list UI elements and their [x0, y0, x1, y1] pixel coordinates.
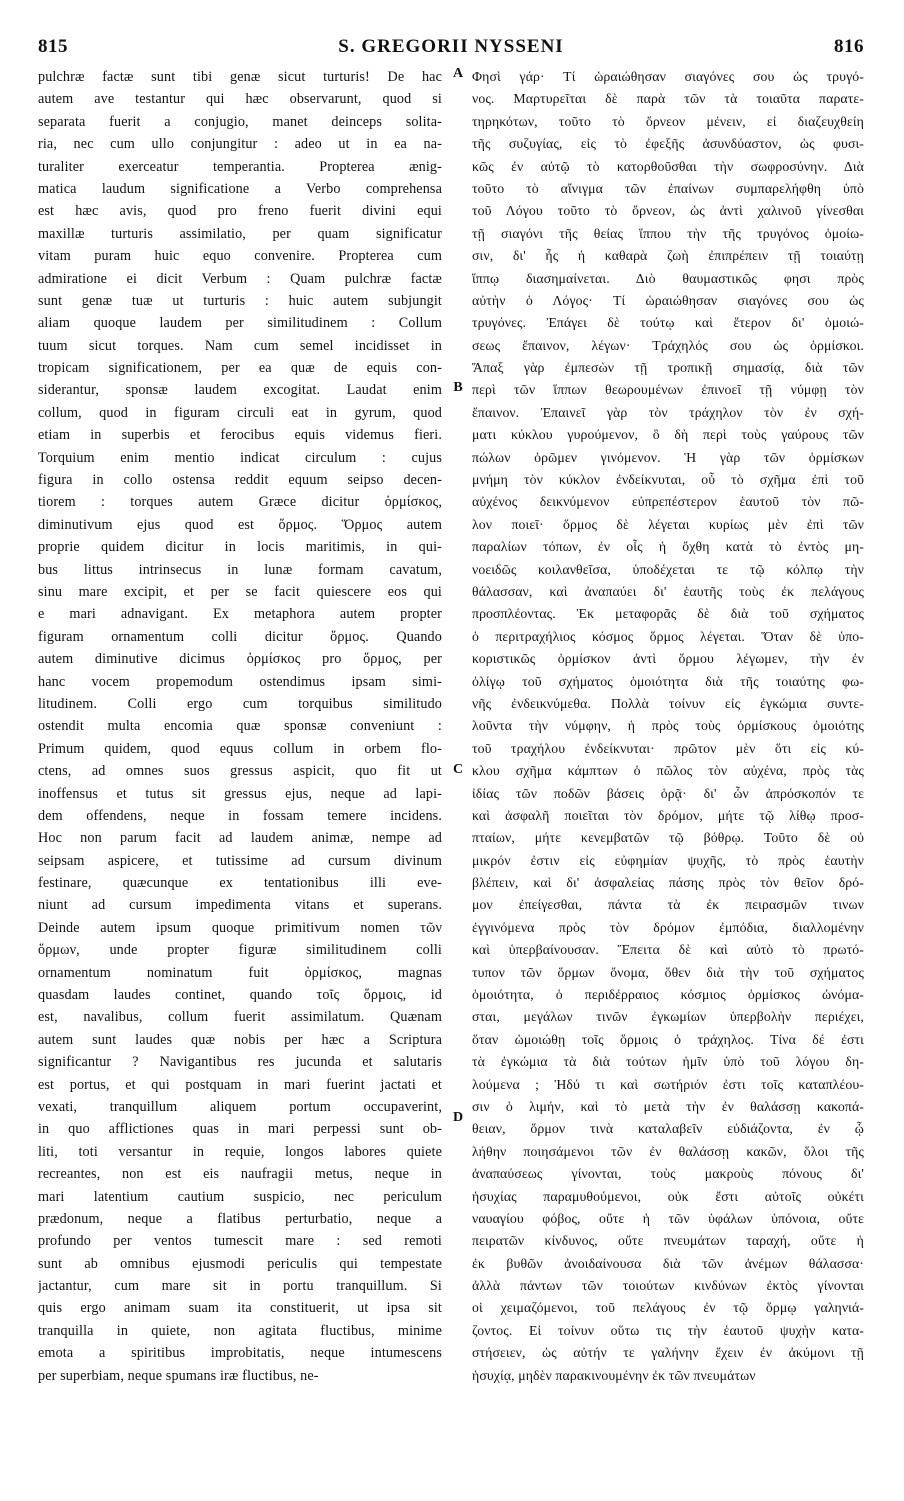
page-number-right: 816: [834, 36, 864, 57]
latin-text-line: proprie quidem dicitur in locis maritimis, in qui-: [38, 539, 442, 556]
greek-text-line: τυπον τῶν ὅρμων ὄνομα, ὅθεν διὰ τὴν τοῦ σχήματος: [472, 964, 864, 980]
latin-text-line: est portus, et qui postquam in mari fuerint jactati et: [38, 1076, 442, 1093]
latin-text-line: tiorem : torques autem Græce dicitur ὁρμίσκος,: [38, 494, 442, 511]
latin-text-line: dem offendens, neque in fossam temere incidens.: [38, 807, 442, 824]
latin-text-line: litudinem. Colli ergo cum torquibus similitudo: [38, 695, 442, 712]
greek-text-line: τοῦ τραχήλου ἐνδείκνυται· πρῶτον μὲν ὅτι εἰς κύ-: [472, 740, 864, 756]
latin-text-line: significantur ? Navigantibus res jucunda et salutaris: [38, 1054, 442, 1071]
greek-text-line: καὶ ὑπερβαίνουσαν. Ἔπειτα δὲ καὶ αὐτὸ τὸ πρωτό-: [472, 942, 864, 958]
greek-text-line: τρυγόνες. Ἐπάγει δὲ τούτῳ καὶ ἕτερον δι' ὁμοιώ-: [472, 315, 864, 331]
greek-text-line: νος. Μαρτυρεῖται δὲ παρὰ τῶν τὰ τοιαῦτα παρατε-: [472, 91, 864, 107]
latin-text-line: collum, quod in figuram circuli eat in gyrum, quod: [38, 404, 442, 421]
greek-text-line: τῆς συζυγίας, εἰς τὸ ἐφεξῆς ἀσυνδύαστον, ὡς φυσι-: [472, 136, 864, 152]
greek-text-line: τηρηκότων, τοῦτο τὸ ὄρνεον μένειν, εἰ διαζευχθείη: [472, 113, 864, 129]
latin-text-line: sunt genæ tuæ ut turturis : huic autem subjungit: [38, 292, 442, 309]
greek-text-line: ὁμοιότητα, ὁ περιδέρραιος κόσμιος ὁρμίσκος ὠνόμα-: [472, 987, 864, 1003]
greek-text-line: οἱ χειμαζόμενοι, τοῦ πελάγους ἐν τῷ ὅρμῳ γαληνιά-: [472, 1300, 864, 1316]
greek-text-line: παραλίων τόπων, ἐν οἷς ἡ ὄχθη κατὰ τὸ ἐντὸς μη-: [472, 539, 864, 555]
greek-text-line: νοειδῶς κοιλανθεῖσα, ὑποδέχεται τε τῷ κόλπῳ τὴν: [472, 561, 864, 577]
margin-letter-d: D: [452, 1110, 464, 1125]
latin-column: [38, 66, 442, 1387]
greek-text-line: αὐτὴν ὁ Λόγος· Τί ὡραιώθησαν σιαγόνες σου ὡς: [472, 292, 864, 308]
latin-text-line: seipsam aspicere, et tutissime ad cursum divinum: [38, 852, 442, 869]
page-number-left: 815: [38, 36, 68, 57]
latin-text-line: maxillæ turturis assimilatio, per quam significatur: [38, 225, 442, 242]
greek-text-line: ζοντος. Εἰ τοίνυν οὕτω τις τὴν ἑαυτοῦ ψυχὴν κατα-: [472, 1322, 864, 1338]
greek-text-line: ἀναπαύσεως γίνονται, τοὺς μακροὺς πόνους δι': [472, 1166, 864, 1182]
greek-text-line: Φησὶ γάρ· Τί ὡραιώθησαν σιαγόνες σου ὡς τρυγό-: [472, 69, 864, 84]
greek-column: [472, 66, 864, 1387]
latin-text-line: quis ergo animam suam ita constituerit, ut ipsa sit: [38, 1300, 442, 1317]
latin-text-line: est, navalibus, collum fuerit assimilatum. Quænam: [38, 1009, 442, 1026]
greek-text-line: ἔπαινον. Ἐπαινεῖ γὰρ τὸν τράχηλον τὸν ἐν σχή-: [472, 404, 864, 420]
greek-text-line: καὶ ἀσφαλῆ ποιεῖται τὸν δρόμον, μήτε τῷ λίθῳ προσ-: [472, 807, 864, 823]
greek-text-line: ἰδίας τῶν ποδῶν βάσεις ὁρᾷ· δι' ὧν ἀπρόσκοπόν τε: [472, 785, 864, 801]
greek-text-line: σιν ὁ λιμήν, καὶ τὸ μετὰ τὴν ἐν θαλάσσῃ κακοπά-: [472, 1098, 864, 1114]
greek-text-line: θάλασσαν, καὶ ἀναπαύει δι' ἑαυτῆς τοὺς ἐκ πελάγους: [472, 583, 864, 599]
greek-text-line: περὶ τῶν ἵππων θεωρουμένων ἐπινοεῖ τῇ νύμφῃ τὸν: [472, 382, 864, 398]
latin-text-line: emota a spiritibus improbitatis, neque intumescens: [38, 1345, 442, 1362]
latin-text-line: aliam quoque laudem per similitudinem : Collum: [38, 315, 442, 332]
greek-text-line: μνήμη τὸν κύκλον ἐνδείκνυται, οὗ τὸ σχῆμα ἐπὶ τοῦ: [472, 472, 864, 488]
greek-text-line: τῇ σιαγόνι τῆς θείας ἵππου τὴν τῆς τρυγόνος ὁμοίω-: [472, 225, 864, 241]
latin-text-line: profundo per ventos tumescit mare : sed remoti: [38, 1233, 442, 1250]
greek-text-line: θειαν, ὅρμον τινὰ καταλαβεῖν εὐδιάζοντα, ἐν ᾧ: [472, 1121, 864, 1137]
greek-text-line: Ἅπαξ γὰρ ἐμπεσὼν τῇ τροπικῇ σημασίᾳ, διὰ τῶν: [472, 360, 864, 376]
latin-text-line: jactantur, cum mare sit in portu tranquillum. Si: [38, 1278, 442, 1295]
latin-text-line: tuum sicut torques. Nam cum semel incidisset in: [38, 337, 442, 354]
latin-text-line: ria, nec cum ullo conjungitur : adeo ut in ea na-: [38, 136, 442, 153]
margin-letter-a: A: [452, 66, 464, 81]
greek-text-line: κλου σχῆμα κάμπτων ὁ πῶλος τὸν αὐχένα, πρὸς τὰς: [472, 763, 864, 779]
latin-text-line: prædonum, neque a flatibus perturbatio, neque a: [38, 1210, 442, 1227]
latin-text-line: niunt ad cursum impedimenta vitans et superans.: [38, 897, 442, 914]
greek-text-line: λον ποιεῖ· ὅρμος δὲ λέγεται κυρίως μὲν ἐπὶ τῶν: [472, 516, 864, 532]
latin-text-line: hanc vocem propemodum ostendimus ipsam simi-: [38, 673, 442, 690]
greek-text-line: ὀλίγῳ τοῦ σχήματος ὁμοιότητα διὰ τῆς τοιαύτης φω-: [472, 673, 864, 689]
latin-text-line: ὅρμων, unde propter figuræ similitudinem colli: [38, 942, 442, 959]
latin-text-line: festinare, quæcunque ex tentationibus illi eve-: [38, 875, 442, 892]
latin-text-line: est hæc avis, quod pro freno fuerit divini equi: [38, 203, 442, 220]
greek-text-line: πώλων ὁρῶμεν γινόμενον. Ἡ γὰρ τῶν ὁρμίσκων: [472, 449, 864, 465]
latin-text-line: separata fuerit a conjugio, manet deinceps solita-: [38, 113, 442, 130]
latin-text-line: sinu mare excipit, et per se facit quiescere eos qui: [38, 583, 442, 600]
latin-text-line: ctens, ad omnes suos gressus aspicit, quo fit ut: [38, 763, 442, 780]
latin-text-line: sunt ab omnibus ejusmodi periculis qui tempestate: [38, 1255, 442, 1272]
latin-text-line: ornamentum nominatum fuit ὁρμίσκος, magnas: [38, 964, 442, 981]
latin-text-line: autem ave testantur qui hæc observarunt, quod si: [38, 91, 442, 108]
greek-text-line: ἵππῳ διασημαίνεται. Διὸ θαυμαστικῶς φησι πρὸς: [472, 270, 864, 286]
greek-text-line: ὁ περιτραχήλιος κόσμος ὅρμος λέγεται. Ὅταν δὲ ὑπο-: [472, 628, 864, 644]
greek-text-line: σεως ἔπαινον, λέγων· Τράχηλός σου ὡς ὁρμίσκοι.: [472, 337, 864, 353]
latin-text-line: pulchræ factæ sunt tibi genæ sicut turturis! De hac: [38, 69, 442, 85]
margin-letter-c: C: [452, 762, 464, 777]
latin-text-line: figuram ornamentum colli dicitur ὅρμος. Quando: [38, 628, 442, 645]
greek-text-line: τοῦτο τὸ αἴνιγμα τῶν ἐπαίνων συμπαρελήφθη ὑπὸ: [472, 180, 864, 196]
greek-text-line: ναυαγίου φόβος, οὔτε ἡ τῶν ὑφάλων ὑπόνοια, οὔτε: [472, 1210, 864, 1226]
latin-text-line: figura in collo ostensa reddit equum seipso decen-: [38, 472, 442, 489]
margin-letter-b: B: [453, 380, 463, 395]
greek-text-line: μον ἐπείγεσθαι, πάντα τὰ ἐκ πειρασμῶν τινων: [472, 897, 864, 913]
greek-text-line: νῆς ἐνδεικνύμεθα. Πολλὰ τοίνυν εἰς ἐγκώμια συντε-: [472, 695, 864, 711]
greek-text-line: ἀλλὰ πάντων τῶν τοιούτων κινδύνων ἐκτὸς γίνονται: [472, 1278, 864, 1294]
latin-text-line: tranquilla in quiete, non agitata fluctibus, minime: [38, 1322, 442, 1339]
latin-text-line: quasdam laudes continet, quando τοῖς ὅρμοις, id: [38, 987, 442, 1004]
greek-text-line: αὐχένος δεικνύμενον εὐπρεπέστερον ἑαυτοῦ τὸν πῶ-: [472, 494, 864, 510]
greek-text-line: μικρόν ἐστιν εἰς εὐφημίαν ψυχῆς, τὸ πρὸς ἑαυτὴν: [472, 852, 864, 868]
greek-text-line: προσπλέοντας. Ἐκ μεταφορᾶς δὲ διὰ τοῦ σχήματος: [472, 606, 864, 622]
latin-text-line: ostendit multa encomia quæ sponsæ conveniunt :: [38, 718, 442, 735]
latin-text-line: Deinde autem ipsum quoque primitivum nomen τῶν: [38, 919, 442, 936]
running-title: S. GREGORII NYSSENI: [338, 36, 564, 57]
greek-text-line: βλέπειν, καὶ δι' ἀσφαλείας πάσης πρὸς τὸν θεῖον δρό-: [472, 875, 864, 891]
latin-text-line: inoffensus et tutus sit gressus ejus, neque ad lapi-: [38, 785, 442, 802]
latin-text-line: bus littus intrinsecus in lunæ formam cavatum,: [38, 561, 442, 578]
greek-text-line: πειρατῶν κίνδυνος, οὔτε πνευμάτων ταραχή, οὔτε ἡ: [472, 1233, 864, 1249]
greek-text-line: κοριστικῶς ὁρμίσκον ἀντὶ ὅρμου λέγωμεν, τὴν ἐν: [472, 651, 864, 667]
greek-text-line: ἐκ βυθῶν ἀνοιδαίνουσα διὰ τῶν ἀνέμων θάλασσα·: [472, 1255, 864, 1271]
latin-text-line: Torquium enim mentio indicat circulum : cujus: [38, 449, 442, 466]
latin-text-line: per superbiam, neque spumans iræ fluctibus, ne-: [38, 1367, 319, 1384]
greek-text-line: ἡσυχίᾳ, μηδὲν παρακινουμένην ἐκ τῶν πνευμάτων: [472, 1367, 756, 1383]
greek-text-line: στήσειεν, ὡς αὐτήν τε γαλήνην ἔχειν ἐν ἀκύμονι τῇ: [472, 1345, 864, 1361]
latin-text-line: siderantur, sponsæ laudem excogitat. Laudat enim: [38, 382, 442, 399]
latin-text-line: etiam in superbis et ferocibus equis videmus fieri.: [38, 427, 442, 444]
latin-text-line: Primum quidem, quod equus collum in orbem flo-: [38, 740, 442, 757]
latin-text-line: turaliter exerceatur temperantia. Propterea ænig-: [38, 158, 442, 175]
greek-text-line: ὅταν ὡμοιώθῃ τοῖς ὅρμοις ὁ τράχηλος. Τίνα δέ ἐστι: [472, 1031, 864, 1047]
latin-text-line: Hoc non parum facit ad laudem animæ, nempe ad: [38, 830, 442, 847]
latin-text-line: recreantes, non est eis naufragii metus, neque in: [38, 1166, 442, 1183]
greek-text-line: πταίων, μήτε κενεμβατῶν τῷ βόθρῳ. Τοῦτο δὲ οὐ: [472, 830, 864, 846]
greek-text-line: λοῦντα τὴν νύμφην, ἡ πρὸς τοὺς ὁρμίσκους ὁμοιότης: [472, 718, 864, 734]
latin-text-line: mari latentium cautium suspicio, nec periculum: [38, 1188, 442, 1205]
greek-text-line: σιν, δι' ἧς ἡ καθαρὰ ζωὴ ἐπιπρέπειν τῇ τοιαύτῃ: [472, 248, 864, 264]
greek-text-line: λούμενα ; Ἡδύ τι καὶ σωτήριόν ἐστι τοῖς καταπλέου-: [472, 1076, 864, 1092]
latin-text-line: e mari adnavigant. Ex metaphora autem propter: [38, 606, 442, 623]
latin-text-line: matica laudum significatione a Verbo comprehensa: [38, 180, 442, 197]
latin-text-line: admiratione ei dicit Verbum : Quam pulchræ factæ: [38, 270, 442, 287]
latin-text-line: in quo afflictiones quas in mari perpessi sunt ob-: [38, 1121, 442, 1138]
latin-text-line: liti, toti versantur in requie, longos labores quiete: [38, 1143, 442, 1160]
greek-text-line: τοῦ Λόγου τοῦτο τὸ ὄρνεον, ὡς ἀντὶ χαλινοῦ γίνεσθαι: [472, 203, 864, 219]
greek-text-line: σται, μεγάλων τινῶν ἐγκωμίων ὑπερβολὴν περιέχει,: [472, 1009, 864, 1025]
greek-text-line: τὰ ἐγκώμια τὰ διὰ τούτων ἡμῖν ὑπὸ τοῦ λόγου δη-: [472, 1054, 864, 1070]
greek-text-line: κῶς ἐν αὐτῷ τὸ κατορθοῦσθαι τὴν σωφροσύνην. Διὰ: [472, 158, 864, 174]
greek-text-line: ἐγγινόμενα πρὸς τὸν δρόμον ἐμπόδια, διαλλομένην: [472, 919, 864, 935]
latin-text-line: vitam puram huic equo convenire. Propterea cum: [38, 248, 442, 265]
latin-text-line: diminutivum ejus quod est ὅρμος. Ὅρμος autem: [38, 516, 442, 533]
greek-text-line: ματι κύκλου γυρούμενον, ὃ δὴ περὶ τοὺς γαύρους τῶν: [472, 427, 864, 443]
latin-text-line: autem diminutive dicimus ὁρμίσκος pro ὅρμος, per: [38, 651, 442, 668]
latin-text-line: tropicam significationem, per ea quæ de equis con-: [38, 360, 442, 377]
latin-text-line: autem sunt laudes quæ nobis per hæc a Scriptura: [38, 1031, 442, 1048]
page-header: [38, 36, 864, 60]
greek-text-line: λήθην ποιησάμενοι τῶν ἐν θαλάσσῃ κακῶν, ὅλοι τῆς: [472, 1143, 864, 1159]
latin-text-line: vexati, tranquillum aliquem portum occupaverint,: [38, 1098, 442, 1115]
greek-text-line: ἡσυχίας παραμυθούμενοι, οὐκ ἔστι αὐτοῖς οὐκέτι: [472, 1188, 864, 1204]
